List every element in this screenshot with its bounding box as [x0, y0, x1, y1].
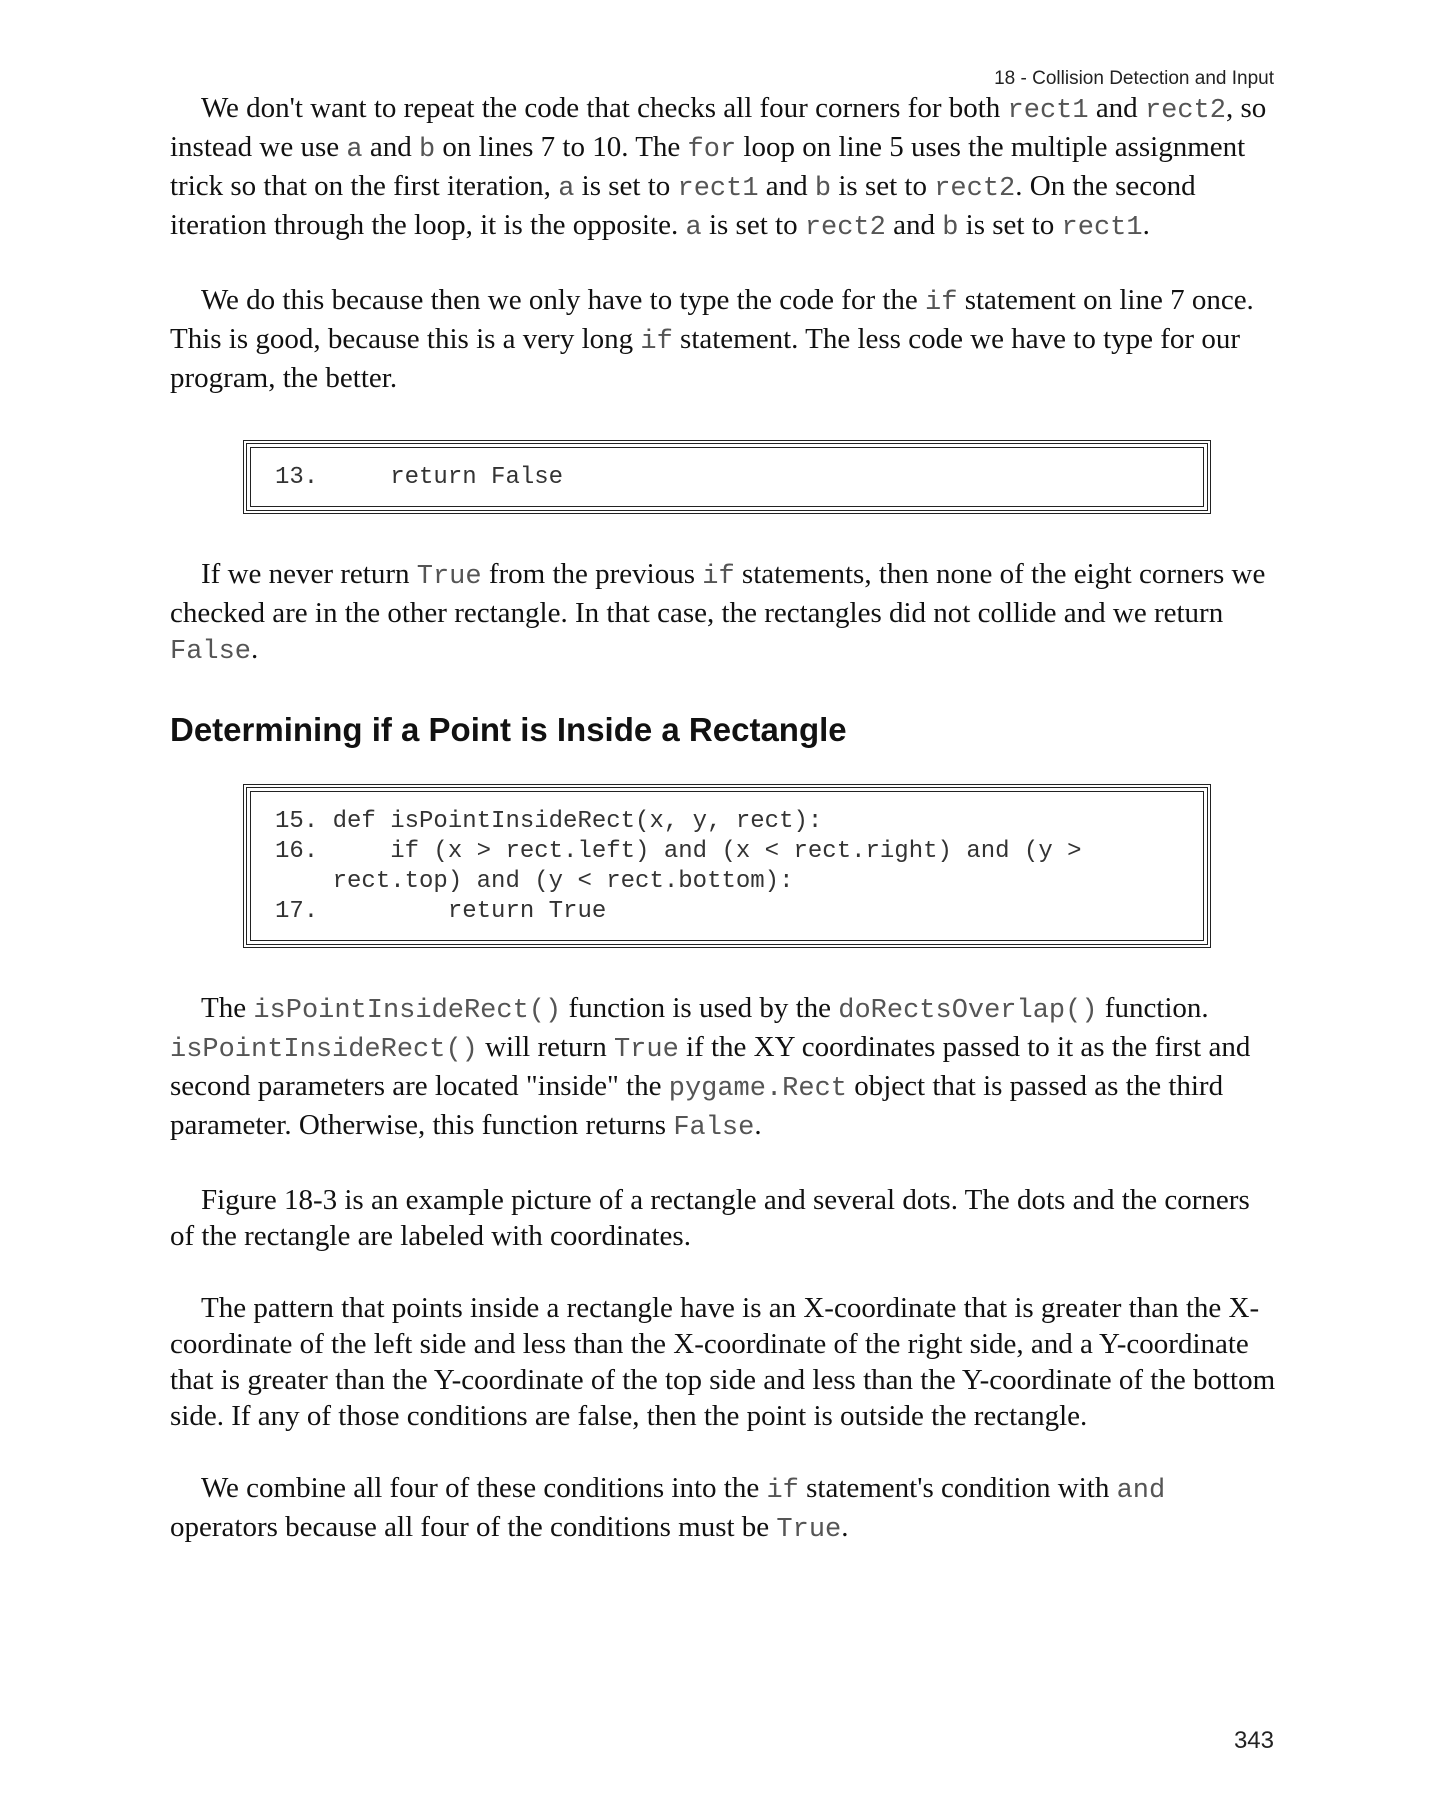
text-run: We do this because then we only have to type the code for the — [201, 284, 926, 316]
inline-code: a — [685, 213, 702, 243]
paragraph-4 — [170, 990, 1280, 1146]
code-block-1-inner — [250, 447, 1204, 507]
text-run: if the XY coordinates passed to it as the first and second parameters are located "inside" the — [170, 1031, 1251, 1102]
text-run: is set to — [831, 170, 935, 202]
paragraph-7 — [170, 1470, 1280, 1548]
text-run: . — [251, 633, 259, 665]
inline-code: True — [416, 562, 482, 592]
running-header: 18 - Collision Detection and Input — [994, 68, 1274, 89]
inline-code: rect2 — [804, 213, 886, 243]
text-run: statement. The less code we have to type for our program, the better. — [170, 323, 1240, 394]
inline-code: pygame.Rect — [668, 1074, 847, 1104]
text-run: and — [758, 170, 815, 202]
text-run: and — [362, 131, 419, 163]
inline-code: and — [1116, 1476, 1166, 1506]
text-run: is set to — [958, 209, 1062, 241]
code-block-2 — [243, 784, 1211, 948]
text-run: will return — [477, 1031, 614, 1063]
text-run: The — [201, 992, 254, 1024]
text-run: . On the second iteration through the loop, it is the opposite. — [170, 170, 1196, 241]
inline-code: False — [673, 1113, 755, 1143]
inline-code: True — [776, 1515, 842, 1545]
inline-code: doRectsOverlap() — [838, 996, 1098, 1026]
inline-code: rect1 — [1007, 96, 1089, 126]
text-run: We don't want to repeat the code that checks all four corners for both — [201, 92, 1008, 124]
inline-code: b — [942, 213, 959, 243]
paragraph-3 — [170, 556, 1280, 670]
code-line: rect.top) and (y < rect.bottom): — [275, 868, 794, 895]
text-run: function. — [1097, 992, 1209, 1024]
inline-code: b — [418, 135, 436, 165]
code-line: 13. return False — [275, 464, 564, 491]
inline-code: b — [814, 174, 832, 204]
text-run: . — [1142, 209, 1150, 241]
inline-code: rect1 — [1061, 213, 1143, 243]
text-run: operators because all four of the conditions must be — [170, 1511, 777, 1543]
code-block-2-inner — [250, 791, 1204, 941]
inline-code: rect2 — [1144, 96, 1226, 126]
inline-code: isPointInsideRect() — [170, 1035, 478, 1065]
text-run: statements, then none of the eight corners we checked are in the other rectangle. In that case, the rectangles did not collide and we return — [170, 558, 1266, 629]
section-heading: Determining if a Point is Inside a Rectangle — [170, 711, 847, 748]
paragraph-6 — [170, 1290, 1280, 1434]
text-run: We combine all four of these conditions into the — [201, 1472, 767, 1504]
text-run: statement's condition with — [798, 1472, 1117, 1504]
text-run: loop on line 5 uses the multiple assignment trick so that on the first iteration, — [170, 131, 1246, 202]
paragraph-5 — [170, 1182, 1280, 1254]
inline-code: False — [170, 637, 252, 667]
inline-code: if — [640, 327, 673, 357]
inline-code: rect2 — [934, 174, 1016, 204]
text-run: , so instead we use — [170, 92, 1267, 163]
text-run: Figure 18-3 is an example picture of a rectangle and several dots. The dots and the corners of the rectangle are labeled with coordinates. — [170, 1184, 1250, 1252]
text-run: is set to — [574, 170, 678, 202]
text-run: function is used by the — [561, 992, 839, 1024]
inline-code: True — [613, 1035, 679, 1065]
text-run: The pattern that points inside a rectangle have is an X-coordinate that is greater than the X-coordinate of the left side and less than the X-coordinate of the right side, and a Y-coordinate that is greater than the Y-coordinate of the top side and less than the Y-coordinate of the bottom side. If any of those conditions are false, then the point is outside the rectangle. — [170, 1292, 1276, 1432]
paragraph-1 — [170, 90, 1280, 246]
inline-code: isPointInsideRect() — [253, 996, 562, 1026]
code-line: 16. if (x > rect.left) and (x < rect.right) and (y > — [275, 838, 1082, 865]
inline-code: if — [702, 562, 735, 592]
inline-code: a — [558, 174, 575, 204]
code-block-1 — [243, 440, 1211, 514]
text-run: . — [841, 1511, 849, 1543]
inline-code: a — [346, 135, 363, 165]
code-line: 15. def isPointInsideRect(x, y, rect): — [275, 808, 823, 835]
paragraph-2 — [170, 282, 1280, 396]
text-run: statement on line 7 once. This is good, because this is a very long — [170, 284, 1254, 355]
text-run: on lines 7 to 10. The — [435, 131, 688, 163]
inline-code: for — [687, 135, 737, 165]
text-run: and — [1088, 92, 1145, 124]
text-run: and — [885, 209, 943, 241]
text-run: . — [754, 1109, 762, 1141]
text-run: is set to — [701, 209, 805, 241]
page-number: 343 — [1233, 1727, 1274, 1754]
inline-code: rect1 — [677, 174, 759, 204]
text-run: If we never return — [201, 558, 417, 590]
page-content — [170, 90, 1280, 1548]
inline-code: if — [925, 288, 958, 318]
inline-code: if — [766, 1476, 799, 1506]
code-line: 17. return True — [275, 898, 607, 925]
text-run: object that is passed as the third parameter. Otherwise, this function returns — [170, 1070, 1224, 1141]
text-run: from the previous — [481, 558, 703, 590]
